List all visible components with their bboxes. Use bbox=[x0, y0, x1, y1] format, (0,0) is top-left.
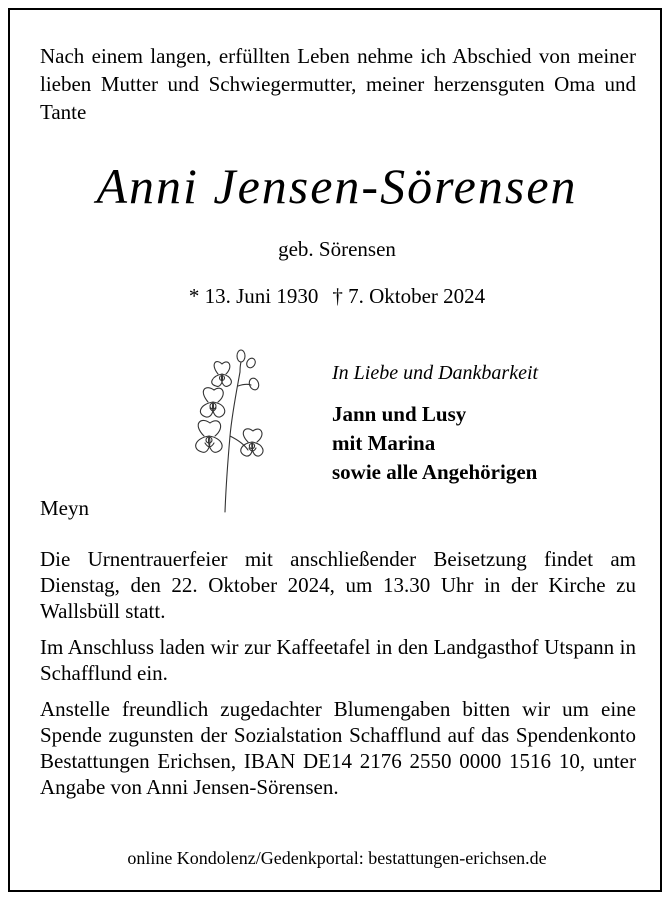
reception-paragraph: Im Anschluss laden wir zur Kaffeetafel in den Landgasthof Utspann in Schafflund ein. bbox=[40, 635, 636, 685]
condolence-portal-line: online Kondolenz/Gedenkportal: bestattungen-erichsen.de bbox=[127, 848, 547, 868]
signer-line: mit Marina bbox=[332, 431, 436, 455]
signers-block bbox=[332, 400, 537, 487]
donation-paragraph: Anstelle freundlich zugedachter Blumengaben bitten wir um eine Spende zugunsten der Sozialstation Schafflund auf das Spendenkonto Bestattungen Erichsen, IBAN DE14 2176 2550 0000 1516 10, unter Angabe von Anni Jensen-Sörensen. bbox=[40, 697, 636, 799]
death-date: † 7. Oktober 2024 bbox=[332, 284, 486, 308]
life-dates bbox=[10, 282, 664, 310]
signer-line: sowie alle Angehörigen bbox=[332, 460, 538, 484]
ceremony-paragraph: Die Urnentrauerfeier mit anschließender Beisetzung findet am Dienstag, den 22. Oktober 2024, um 13.30 Uhr in der Kirche zu Wallsbüll statt. bbox=[40, 547, 636, 623]
signer-line: Jann und Lusy bbox=[332, 402, 467, 426]
obituary-notice bbox=[8, 8, 662, 892]
place-name: Meyn bbox=[40, 496, 89, 520]
birth-date: * 13. Juni 1930 bbox=[188, 284, 319, 308]
deceased-name: Anni Jensen-Sörensen bbox=[96, 158, 578, 214]
maiden-name: geb. Sörensen bbox=[278, 237, 396, 261]
dedication-line: In Liebe und Dankbarkeit bbox=[332, 362, 539, 384]
orchid-icon bbox=[178, 344, 273, 514]
intro-text: Nach einem langen, erfüllten Leben nehme ich Abschied von meiner lieben Mutter und Schwiegermutter, meiner herzensguten Oma und Tante bbox=[40, 44, 636, 124]
